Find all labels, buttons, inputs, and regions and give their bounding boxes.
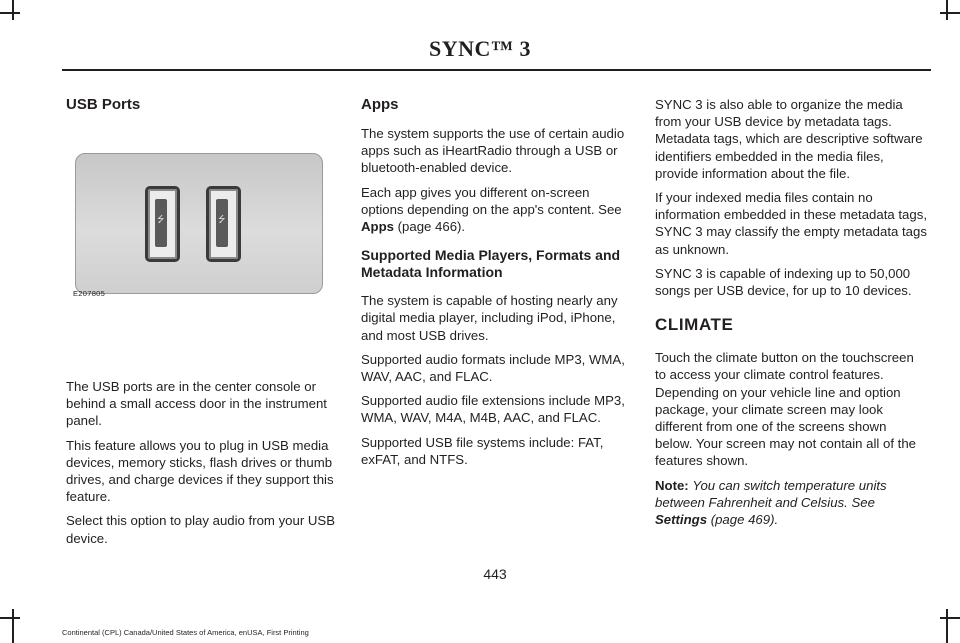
paragraph-text: Each app gives you different on-screen options depending on the app's content. See (361, 184, 622, 217)
subheading-media-players: Supported Media Players, Formats and Metadata Information (361, 247, 621, 281)
paragraph: SYNC 3 is also able to organize the media from your USB device by metadata tags. Metadata tags, which are descriptive software identifiers embedded in the media files, provide information about the file. (655, 97, 923, 181)
header-rule (62, 69, 931, 71)
crop-mark-bottom-left (0, 617, 20, 619)
crop-mark-top-right (946, 0, 948, 20)
paragraph: Select this option to play audio from your USB device. (66, 513, 336, 546)
note (655, 477, 927, 529)
crop-mark-top-left (12, 0, 14, 20)
note-label: Note: (655, 477, 689, 493)
cross-reference-settings[interactable]: Settings (655, 512, 708, 528)
section-heading-climate: CLIMATE (655, 315, 734, 335)
page-reference: (page 466). (397, 219, 466, 235)
paragraph: The USB ports are in the center console or behind a small access door in the instrument panel. (66, 379, 327, 429)
paragraph (361, 184, 631, 236)
footer-text: Continental (CPL) Canada/United States of America, enUSA, First Printing (62, 628, 309, 637)
usb-ports-figure (75, 153, 323, 294)
usb-port-icon: ⭍ (145, 186, 180, 262)
usb-port-icon: ⭍ (206, 186, 241, 262)
section-heading-apps: Apps (361, 96, 399, 113)
page-header-title: SYNC™ 3 (429, 36, 531, 61)
note-text: You can switch temperature units between Fahrenheit and Celsius. See (655, 477, 887, 510)
crop-mark-top-right (940, 12, 960, 14)
crop-mark-bottom-right (946, 609, 948, 643)
crop-mark-bottom-left (12, 609, 14, 643)
page-reference: (page 469). (710, 512, 779, 528)
column-middle (361, 96, 631, 475)
paragraph: Supported audio file extensions include MP3, WMA, WAV, M4A, M4B, AAC, and FLAC. (361, 393, 625, 426)
cross-reference-apps[interactable]: Apps (361, 219, 394, 235)
crop-mark-bottom-right (940, 617, 960, 619)
crop-mark-top-left (0, 12, 20, 14)
paragraph: SYNC 3 is capable of indexing up to 50,000 songs per USB device, for up to 10 devices. (655, 265, 912, 299)
paragraph: Supported USB file systems include: FAT, exFAT, and NTFS. (361, 434, 604, 467)
page-number: 443 (483, 566, 507, 582)
paragraph: Supported audio formats include MP3, WMA, WAV, AAC, and FLAC. (361, 351, 625, 385)
paragraph: The system is capable of hosting nearly any digital media player, including iPod, iPhone, and most USB drives. (361, 293, 618, 343)
paragraph: Touch the climate button on the touchscreen to access your climate control features. Depending on your vehicle line and option package, your climate screen may look different from one of the screens shown below. Your screen may not contain all of the features shown. (655, 350, 916, 469)
figure-id: E207805 (73, 289, 106, 298)
paragraph: If your indexed media files contain no information embedded in these metadata tags, SYNC 3 may classify the empty metadata tags as unknown. (655, 190, 927, 257)
paragraph: This feature allows you to plug in USB media devices, memory sticks, flash drives or thumb drives, and charge devices if they support this feature. (66, 437, 334, 505)
paragraph: The system supports the use of certain audio apps such as iHeartRadio through a USB or bluetooth-enabled device. (361, 126, 625, 176)
section-heading-usb-ports: USB Ports (66, 96, 141, 113)
column-right (655, 96, 927, 535)
column-left (66, 96, 336, 554)
